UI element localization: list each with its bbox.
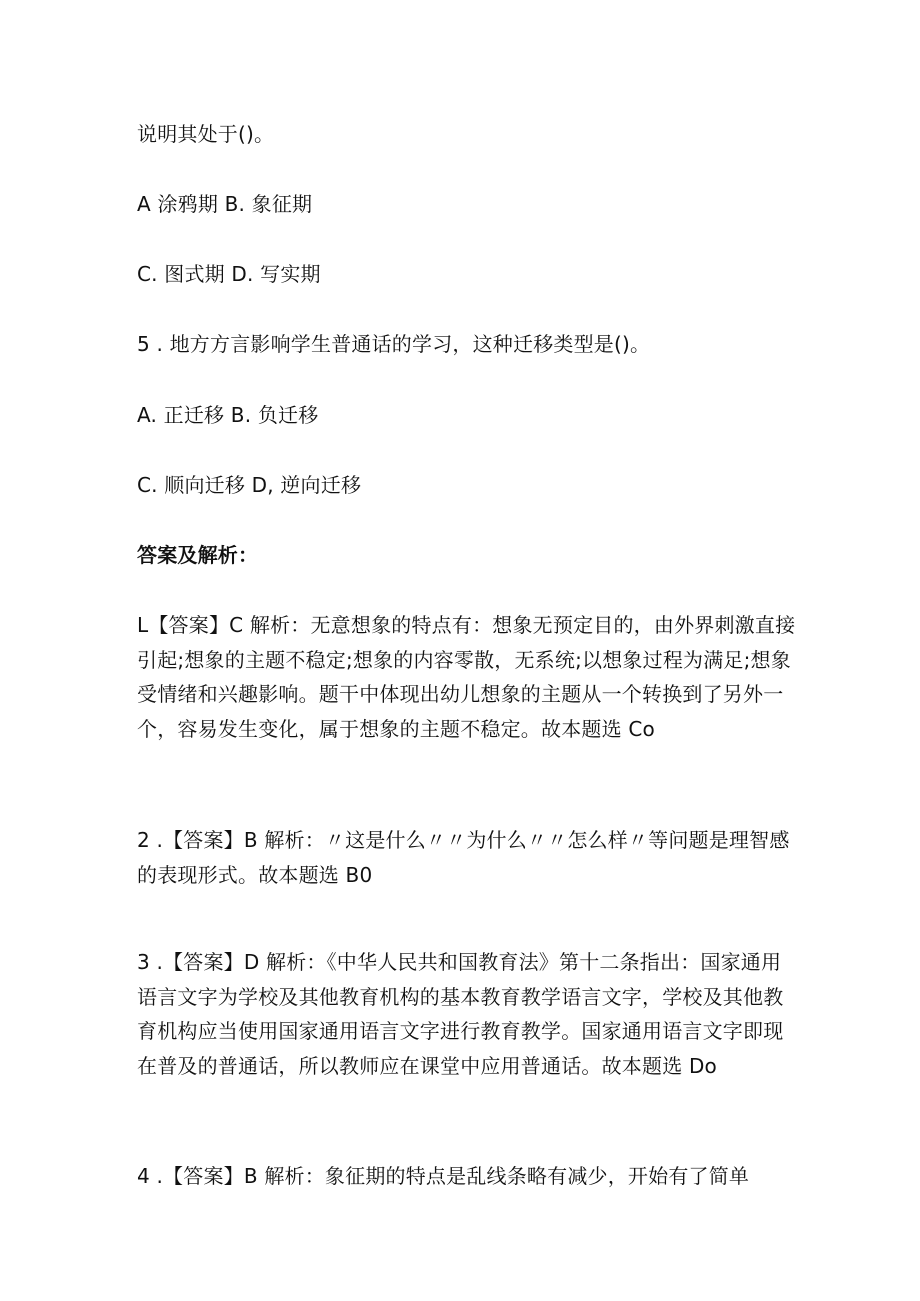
answer-1: L【答案】C 解析：无意想象的特点有：想象无预定目的，由外界刺激直接引起;想象的主题不稳定;想象的内容零散，无系统;以想象过程为满足;想象受情绪和兴趣影响。题干中体现出幼儿想象的主题从一个转换到了另外一个，容易发生变化，属于想象的主题不稳定。故本题选 Co (137, 613, 796, 741)
answer-4: 4 .【答案】B 解析：象征期的特点是乱线条略有减少，开始有了简单 (137, 1164, 750, 1188)
question-5-options-cd: C. 顺向迁移 D, 逆向迁移 (137, 473, 362, 497)
question-5-options-ab: A. 正迁移 B. 负迁移 (137, 403, 319, 427)
question-4-options-ab: A 涂鸦期 B. 象征期 (137, 192, 313, 216)
question-4-stem-tail: 说明其处于()。 (137, 122, 275, 146)
answer-2: 2 .【答案】B 解析：〃这是什么〃〃为什么〃〃怎么样〃等问题是理智感的表现形式。故本题选 B0 (137, 828, 790, 887)
question-4-options-cd: C. 图式期 D. 写实期 (137, 262, 321, 286)
answers-heading: 答案及解析： (137, 543, 259, 567)
answer-3: 3 .【答案】D 解析：《中华人民共和国教育法》第十二条指出：国家通用语言文字为学校及其他教育机构的基本教育教学语言文字，学校及其他教育机构应当使用国家通用语言文字进行教育教学。国家通用语言文字即现在普及的普通话，所以教师应在课堂中应用普通话。故本题选 Do (137, 950, 784, 1078)
question-5-stem: 5 . 地方方言影响学生普通话的学习，这种迁移类型是()。 (137, 332, 651, 356)
